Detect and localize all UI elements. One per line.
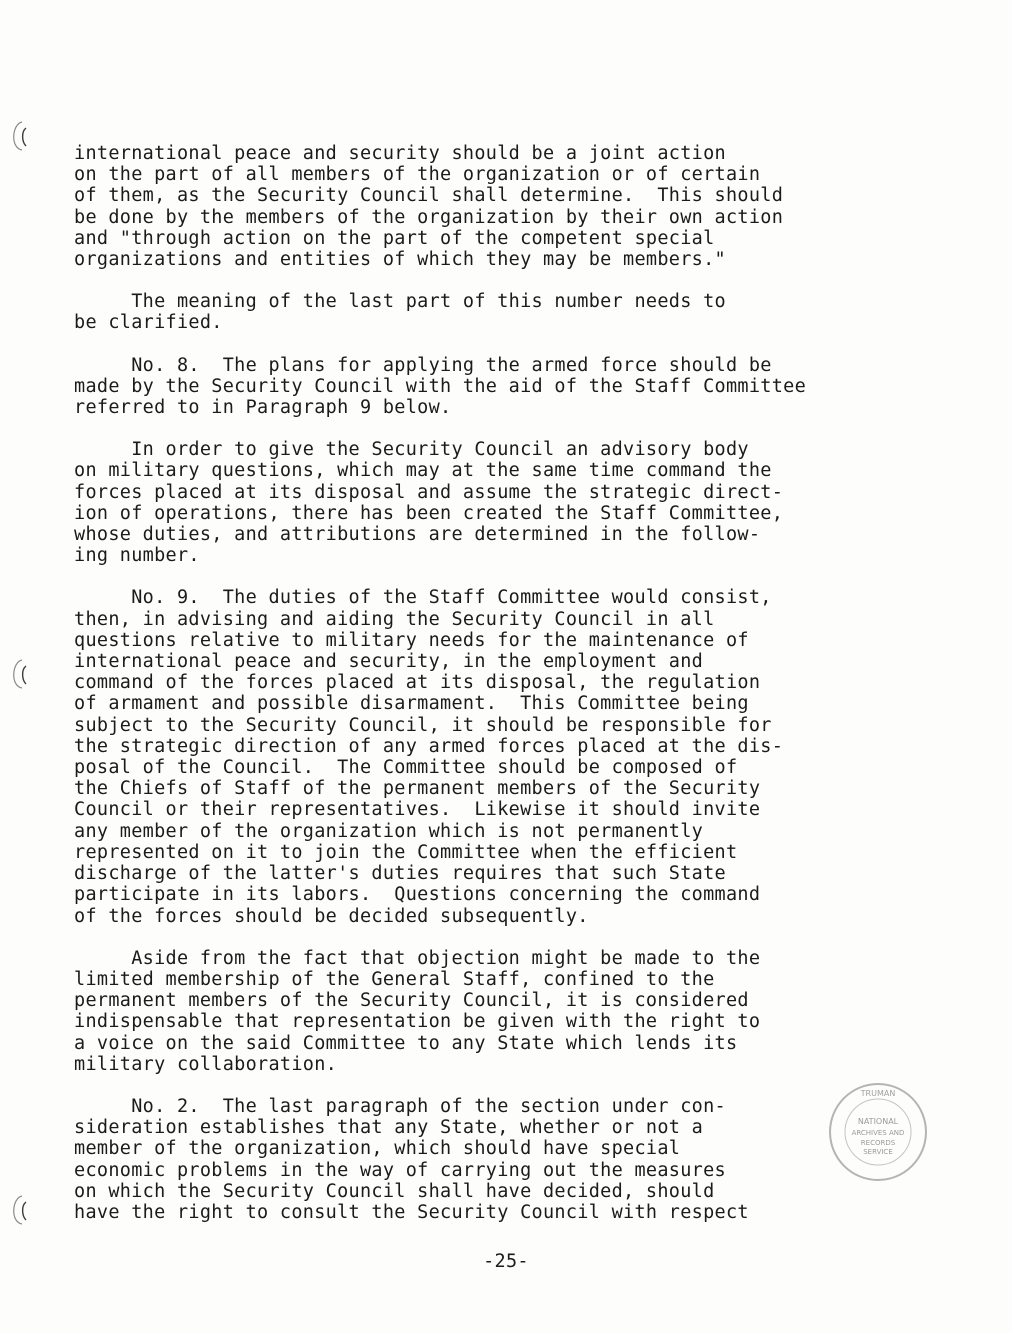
text-line: limited membership of the General Staff, confined to the: [74, 968, 715, 990]
text-line: subject to the Security Council, it should be responsible for: [74, 714, 772, 736]
text-line: military collaboration.: [74, 1053, 338, 1075]
text-line: whose duties, and attributions are determined in the follow-: [74, 524, 761, 546]
text-line: member of the organization, which should have special: [74, 1138, 681, 1160]
text-line: and "through action on the part of the competent special: [74, 227, 715, 249]
binder-hole-mark-icon: [4, 1192, 30, 1228]
svg-text:NATIONAL: NATIONAL: [857, 1117, 899, 1126]
text-line: economic problems in the way of carrying out the measures: [74, 1159, 726, 1181]
text-line: represented on it to join the Committee when the efficient: [74, 841, 738, 863]
text-line: of armament and possible disarmament. This Committee being: [74, 693, 749, 715]
text-line: No. 2. The last paragraph of the section under con-: [74, 1095, 726, 1117]
text-line: participate in its labors. Questions concerning the command: [74, 884, 761, 906]
paragraph: [74, 291, 904, 333]
text-line: posal of the Council. The Committee should be composed of: [74, 757, 738, 779]
text-line: No. 8. The plans for applying the armed force should be: [74, 354, 772, 376]
text-line: questions relative to military needs for the maintenance of: [74, 629, 749, 651]
text-line: a voice on the said Committee to any State which lends its: [74, 1032, 738, 1054]
paragraph: [74, 439, 904, 566]
text-line: The meaning of the last part of this number needs to: [74, 291, 726, 313]
text-line: international peace and security should be a joint action: [74, 143, 726, 164]
text-line: the Chiefs of Staff of the permanent members of the Security: [74, 778, 761, 800]
text-line: Council or their representatives. Likewise it should invite: [74, 799, 761, 821]
text-line: ion of operations, there has been created the Staff Committee,: [74, 502, 784, 524]
text-line: then, in advising and aiding the Security Council in all: [74, 608, 715, 630]
text-line: In order to give the Security Council an advisory body: [74, 439, 749, 461]
text-line: international peace and security, in the employment and: [74, 651, 704, 673]
paragraph: [74, 355, 904, 419]
text-line: on military questions, which may at the same time command the: [74, 460, 772, 482]
binder-hole-mark-icon: [4, 656, 30, 692]
text-line: forces placed at its disposal and assume the strategic direct-: [74, 481, 784, 503]
paragraph: [74, 143, 904, 270]
text-line: referred to in Paragraph 9 below.: [74, 397, 452, 419]
text-line: organizations and entities of which they may be members.": [74, 249, 726, 271]
binder-hole-mark-icon: [4, 118, 30, 154]
text-line: indispensable that representation be given with the right to: [74, 1011, 761, 1033]
library-stamp-icon: [826, 1080, 930, 1184]
text-line: have the right to consult the Security Council with respect: [74, 1201, 749, 1223]
text-line: of the forces should be decided subsequently.: [74, 905, 589, 927]
text-line: No. 9. The duties of the Staff Committee would consist,: [74, 587, 772, 609]
text-line: of them, as the Security Council shall determine. This should: [74, 185, 784, 207]
paragraph: [74, 587, 904, 926]
paragraph: [74, 1096, 904, 1223]
text-line: be clarified.: [74, 312, 223, 334]
text-line: sideration establishes that any State, whether or not a: [74, 1117, 704, 1139]
text-line: discharge of the latter's duties requires that such State: [74, 863, 726, 885]
text-line: any member of the organization which is not permanently: [74, 820, 704, 842]
page-number: -25-: [483, 1251, 529, 1272]
text-line: be done by the members of the organization by their own action: [74, 206, 784, 228]
text-line: permanent members of the Security Council, it is considered: [74, 990, 749, 1012]
text-line: ing number.: [74, 545, 200, 567]
text-line: on the part of all members of the organization or of certain: [74, 164, 761, 186]
text-line: made by the Security Council with the aid of the Staff Committee: [74, 375, 807, 397]
svg-text:RECORDS: RECORDS: [860, 1139, 896, 1147]
text-line: Aside from the fact that objection might be made to the: [74, 947, 761, 969]
svg-text:ARCHIVES AND: ARCHIVES AND: [851, 1129, 905, 1137]
svg-text:TRUMAN: TRUMAN: [860, 1089, 896, 1098]
document-body: [74, 143, 904, 1244]
text-line: command of the forces placed at its disposal, the regulation: [74, 672, 761, 694]
paragraph: [74, 948, 904, 1075]
text-line: the strategic direction of any armed forces placed at the dis-: [74, 735, 784, 757]
text-line: on which the Security Council shall have decided, should: [74, 1180, 715, 1202]
svg-text:SERVICE: SERVICE: [863, 1148, 893, 1156]
